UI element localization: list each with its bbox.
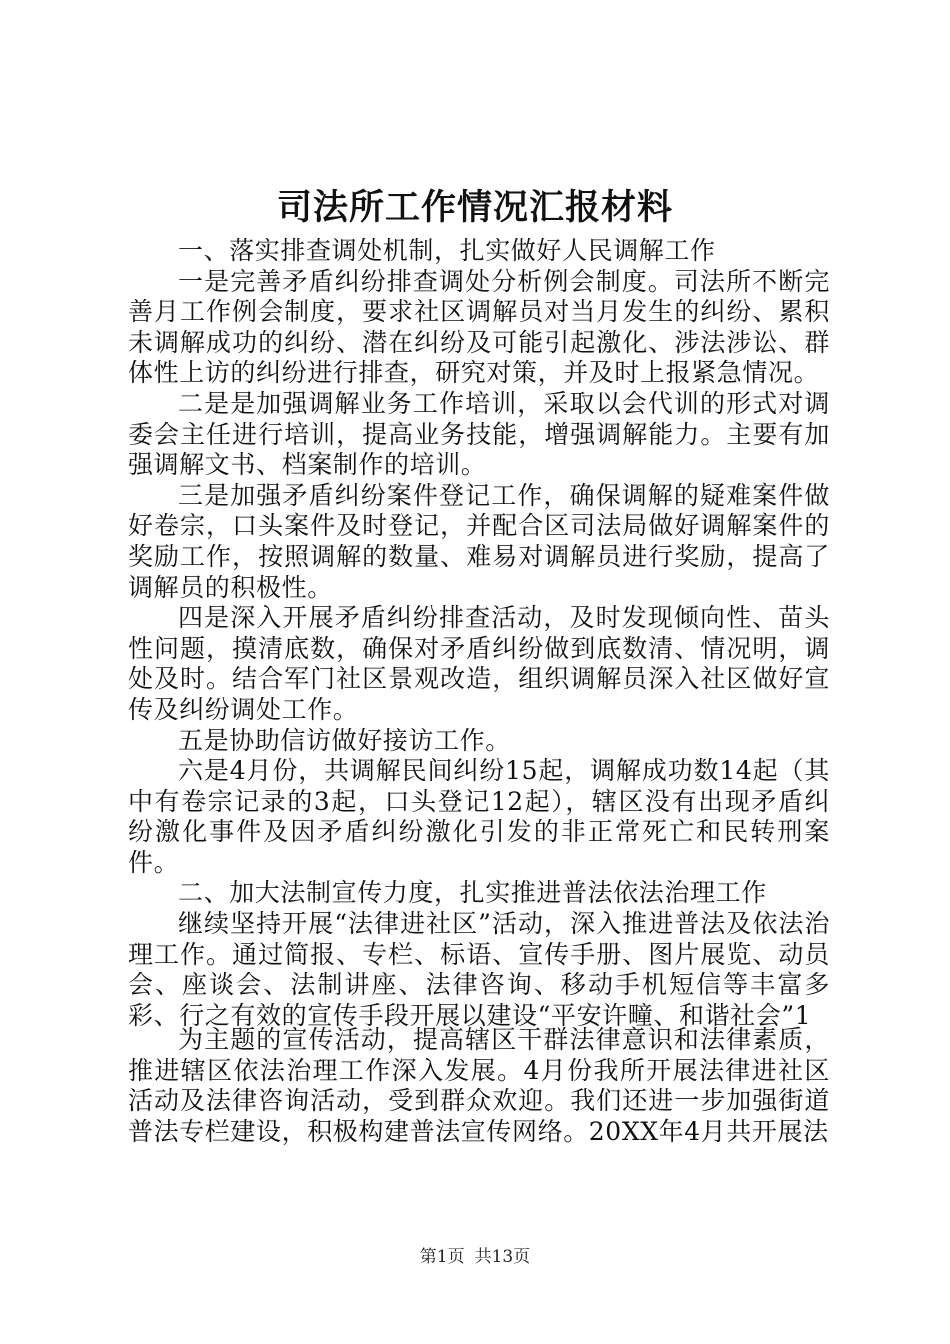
section-heading-1: 一、落实排查调处机制，扎实做好人民调解工作 bbox=[178, 236, 716, 265]
page-footer bbox=[0, 1246, 950, 1268]
section-heading-2: 二、加大法制宣传力度，扎实推进普法依法治理工作 bbox=[178, 878, 767, 908]
paragraph: 为主题的宣传活动，提高辖区干群法律意识和法律素质，推进辖区依法治理工作深入发展。4月份我所开展法律进社区活动及法律咨询活动，受到群众欢迎。我们还进一步加强街道普法专栏建设，积极构建普法宣传网络。20XX年4月共开展法 bbox=[128, 1025, 830, 1146]
paragraph: 四是深入开展矛盾纠纷排查活动，及时发现倾向性、苗头性问题，摸清底数，确保对矛盾纠纷做到底数清、情况明，调处及时。结合军门社区景观改造，组织调解员深入社区做好宣传及纠纷调处工作。 bbox=[128, 603, 830, 724]
paragraph: 六是4月份，共调解民间纠纷15起，调解成功数14起（其中有卷宗记录的3起，口头登记12起），辖区没有出现矛盾纠纷激化事件及因矛盾纠纷激化引发的非正常死亡和民转刑案件。 bbox=[128, 756, 830, 877]
paragraph: 三是加强矛盾纠纷案件登记工作，确保调解的疑难案件做好卷宗，口头案件及时登记，并配合区司法局做好调解案件的奖励工作，按照调解的数量、难易对调解员进行奖励，提高了调解员的积极性。 bbox=[128, 480, 830, 602]
paragraph: 继续坚持开展“法律进社区”活动，深入推进普法及依法治理工作。通过简报、专栏、标语、宣传手册、图片展览、动员会、座谈会、法制讲座、法律咨询、移动手机短信等丰富多彩、行之有效的宣传手段开展以建设“平安许疃、和谐社会”1 bbox=[128, 909, 830, 1030]
page-total: 共13页 bbox=[474, 1247, 531, 1267]
paragraph: 一是完善矛盾纠纷排查调处分析例会制度。司法所不断完善月工作例会制度，要求社区调解员对当月发生的纠纷、累积未调解成功的纠纷、潜在纠纷及可能引起激化、涉法涉讼、群体性上访的纠纷进行排查，研究对策，并及时上报紧急情况。 bbox=[128, 266, 830, 388]
document-title: 司法所工作情况汇报材料 bbox=[276, 187, 673, 228]
paragraph: 二是是加强调解业务工作培训，采取以会代训的形式对调委会主任进行培训，提高业务技能，增强调解能力。主要有加强调解文书、档案制作的培训。 bbox=[128, 388, 830, 480]
document-body-part2 bbox=[128, 1025, 830, 1147]
document-body-part1 bbox=[128, 236, 830, 1031]
page-number: 第1页 bbox=[419, 1247, 465, 1267]
paragraph: 五是协助信访做好接访工作。 bbox=[178, 725, 511, 755]
